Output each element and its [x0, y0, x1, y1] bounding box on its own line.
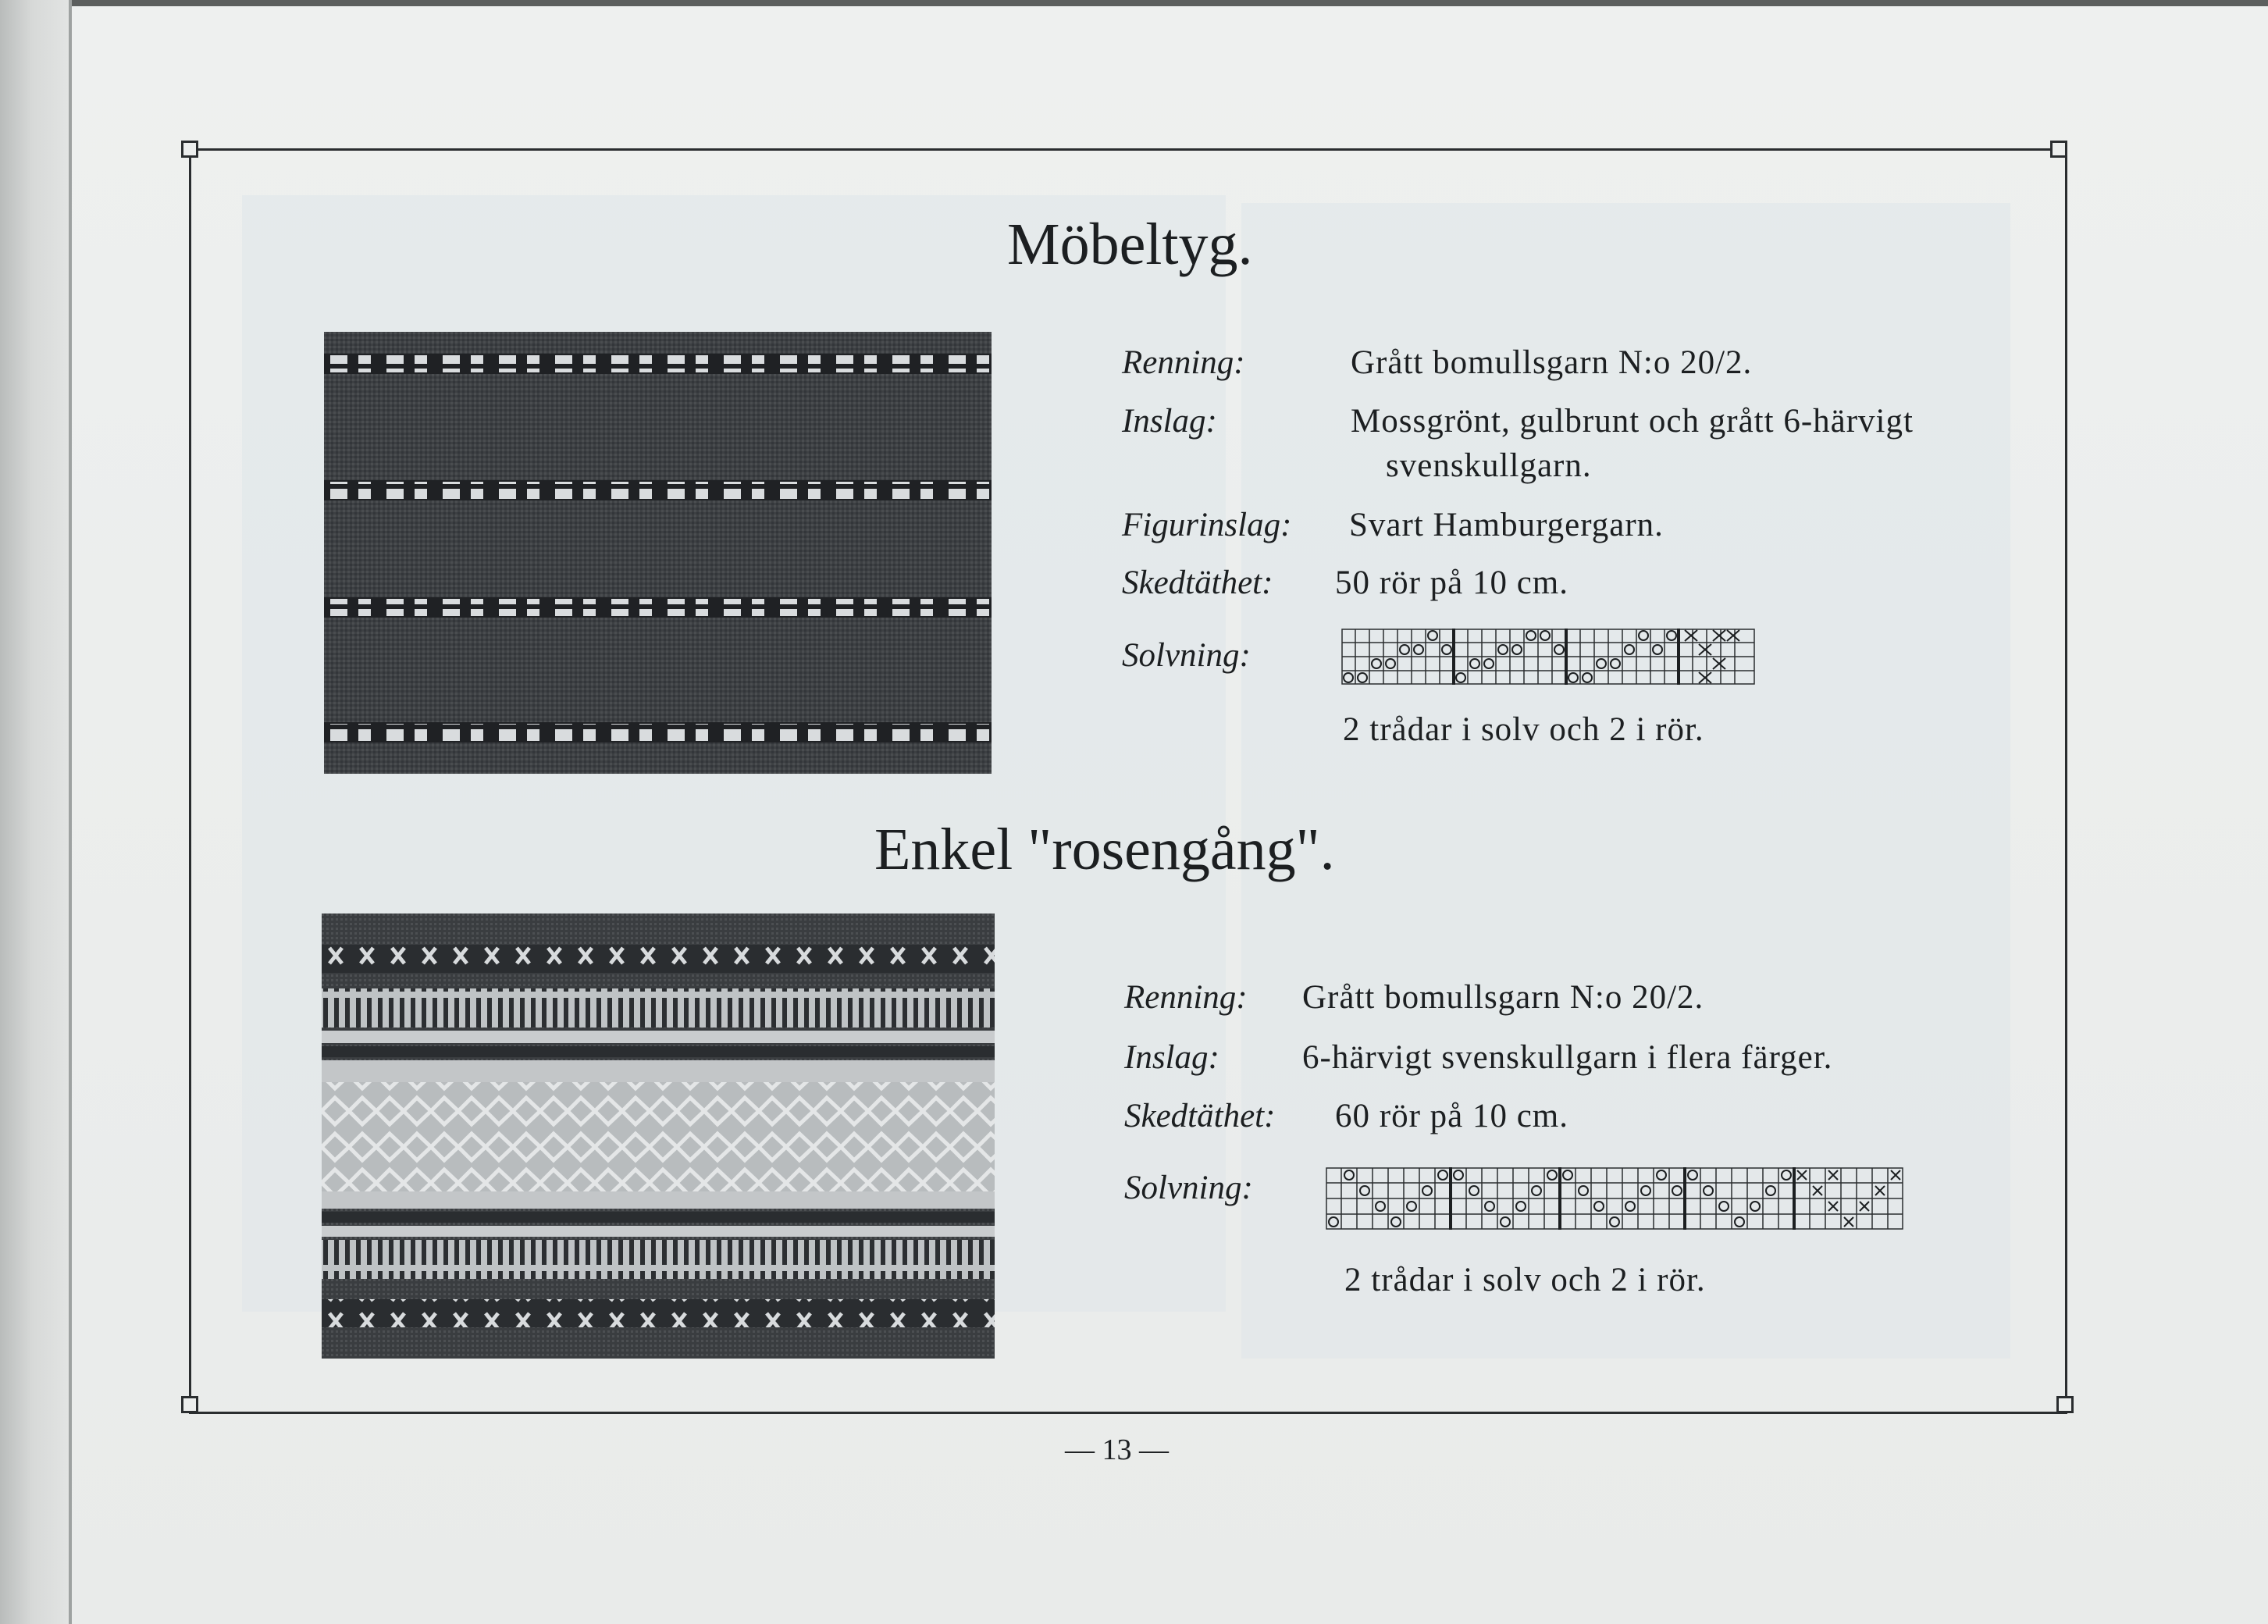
fabric-swatch-mobeltyg	[324, 332, 992, 774]
spec-label-figurinslag: Figurinslag:	[1122, 507, 1292, 543]
spec-value-inslag: Mossgrönt, gulbrunt och grått 6-härvigt	[1351, 403, 1914, 440]
spec-label-skedtathet: Skedtäthet:	[1122, 564, 1273, 601]
spec-value-skedtathet-2: 60 rör på 10 cm.	[1335, 1098, 1569, 1134]
spec-label-skedtathet-2: Skedtäthet:	[1124, 1098, 1276, 1134]
section-title-mobeltyg: Möbeltyg.	[1007, 212, 1253, 277]
threading-note-2: 2 trådar i solv och 2 i rör.	[1344, 1262, 1706, 1298]
spec-label-solvning: Solvning:	[1122, 637, 1251, 674]
threading-draft-2	[1326, 1167, 1903, 1233]
spec-label-renning: Renning:	[1122, 344, 1245, 381]
threading-note-1: 2 trådar i solv och 2 i rör.	[1343, 711, 1704, 748]
spec-value-skedtathet: 50 rör på 10 cm.	[1335, 564, 1569, 601]
section-title-rosengang: Enkel "rosengång".	[874, 817, 1335, 882]
spec-label-inslag-2: Inslag:	[1124, 1039, 1219, 1076]
page-top-edge	[72, 0, 2268, 6]
frame-corner-tl	[181, 141, 198, 158]
spec-label-inslag: Inslag:	[1122, 403, 1217, 440]
spec-value-renning-2: Grått bomullsgarn N:o 20/2.	[1302, 979, 1704, 1016]
frame-corner-bl	[181, 1396, 198, 1413]
spec-value-inslag-2: 6-härvigt svenskullgarn i flera färger.	[1302, 1039, 1833, 1076]
spec-value-inslag-cont: svenskullgarn.	[1386, 447, 1592, 484]
spec-value-figurinslag: Svart Hamburgergarn.	[1349, 507, 1664, 543]
spec-value-renning: Grått bomullsgarn N:o 20/2.	[1351, 344, 1753, 381]
book-spine	[0, 0, 72, 1624]
spec-label-solvning-2: Solvning:	[1124, 1170, 1253, 1206]
frame-corner-tr	[2050, 141, 2067, 158]
threading-draft-1	[1341, 629, 1755, 688]
fabric-swatch-rosengang	[322, 914, 995, 1359]
page-number: — 13 —	[1065, 1433, 1169, 1466]
spec-label-renning-2: Renning:	[1124, 979, 1248, 1016]
frame-corner-br	[2056, 1396, 2074, 1413]
